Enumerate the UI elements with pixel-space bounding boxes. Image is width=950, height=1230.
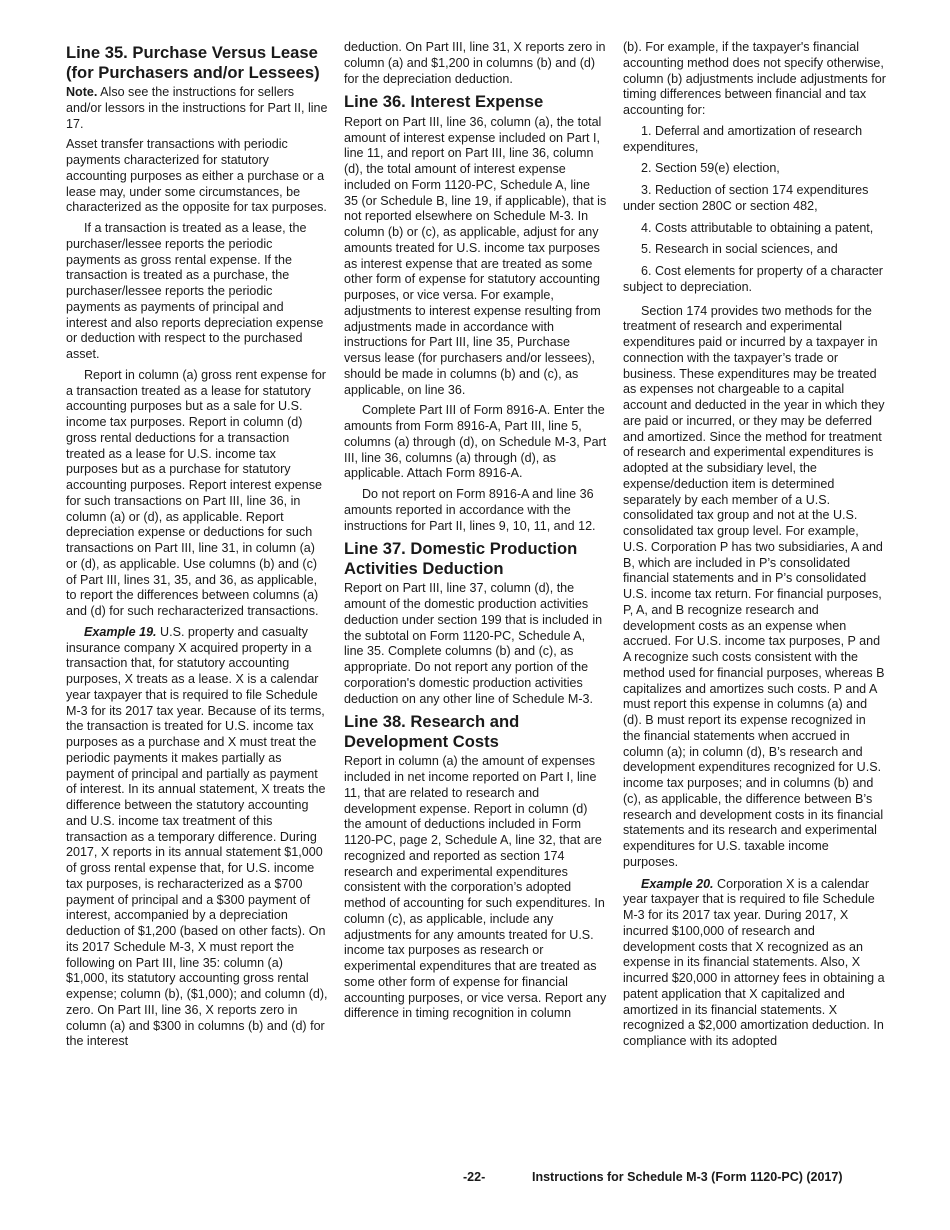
note-text: Also see the instructions for sellers and/or lessors in the instructions for Part II, line 17. bbox=[66, 85, 328, 131]
paragraph: Report in column (a) gross rent expense for a transaction treated as a lease for statutory accounting purposes but as a sale for U.S. income tax purposes. Report in column (d) gross rental deductions for a transaction treated as a lease for U.S. income tax purposes but as a purchase for statutory accounting purposes. Report interest expense for such transactions on Part III, line 36, in column (a) or (d), as applicable. Report depreciation expense or deductions for such transactions on Part III, line 31, in column (a) or (d), as applicable. Use columns (b) and (c) of Part III, lines 31, 35, and 36, as applicable, to report the differences between columns (a) and (d) for such recharacterized transactions. bbox=[66, 367, 326, 618]
example-20-text: Corporation X is a calendar year taxpayer that is required to file Schedule M-3 for its 2017 tax year. During 2017, X incurred $100,000 of research and development costs that X recognized as an expense in its financial statements. Also, X incurred $20,000 in attorney fees in obtaining a patent application that X capitalized and amortized in its financial statements. X recognized a $2,000 amortization deduction. In compliance with its adopted bbox=[623, 876, 885, 1048]
heading-line-37: Line 37. Domestic Production Activities Deduction bbox=[344, 539, 578, 578]
column-left bbox=[66, 40, 328, 1055]
paragraph: (b). For example, if the taxpayer's financial accounting method does not specify otherwise, column (b) adjustments include adjustments for timing differences between financial and tax accounting for: bbox=[623, 40, 886, 117]
list-item: 4. Costs attributable to obtaining a patent, bbox=[641, 220, 874, 235]
column-middle bbox=[344, 40, 607, 1027]
list-item: 6. Cost elements for property of a character subject to depreciation. bbox=[623, 264, 883, 294]
paragraph: Report in column (a) the amount of expenses included in net income reported on Part I, line 11, that are related to research and development expense. Report in column (d) the amount of deductions included in Form 1120-PC, page 2, Schedule A, line 32, that are recognized and reported as section 174 research and experimental expenditures consistent with the corporation’s adopted method of accounting for such expenditures. In column (c), as applicable, include any adjustments for any amounts treated for U.S. income tax purposes as research or experimental expenditures that are treated as some other form of expense for financial accounting purposes, or vice versa. Report any difference in timing recognition in column bbox=[344, 754, 607, 1021]
example-19-text: U.S. property and casualty insurance company X acquired property in a transaction that, for statutory accounting purposes, X treats as a lease. X is a calendar year taxpayer that is required to file Schedule M-3 for its 2017 tax year. Because of its terms, the transaction is treated for U.S. income tax purposes as a purchase and X must treat the periodic payments it makes partially as payment of principal and partially as payment of interest. In its annual statement, X treats the difference between the statutory accounting and U.S. income tax treatment of this transaction as a temporary difference. During 2017, X reports in its annual statement $1,000 of gross rental expense that, for U.S. income tax purposes, is recharacterized as a $700 payment of principal and a $300 payment of interest, accompanied by a depreciation deduction of $1,200 (based on other facts). On its 2017 Schedule M-3, X must report the following on Part III, line 35: column (a) $1,000, its statutory accounting gross rental expense; column (b), ($1,000); and column (d), zero. On Part III, line 36, X reports zero in column (a) and $300 in columns (b) and (d) for the interest bbox=[66, 624, 328, 1049]
example-19-label: Example 19. bbox=[84, 624, 157, 639]
heading-line-38: Line 38. Research and Development Costs bbox=[344, 712, 520, 751]
example-20 bbox=[623, 877, 886, 1050]
list-item: 1. Deferral and amortization of research expenditures, bbox=[623, 123, 863, 154]
paragraph: Section 174 provides two methods for the treatment of research and experimental expenditures paid or incurred by a taxpayer in connection with the taxpayer’s trade or business. These expenditures may be treated as expenses not chargeable to a capital account and deducted in the year in which they are paid or incurred, or they may be deferred and amortized. Since the method for treatment of research and experimental expenditures is adopted at the subsidiary level, the expense/deduction item is determined separately by each member of a U.S. consolidated tax group and not at the U.S. consolidated tax group level. For example, U.S. Corporation P has two subsidiaries, A and B, which are included in P’s consolidated financial statements and in P’s consolidated U.S. income tax return. For financial purposes, P, A, and B recognize research and development costs as an expense when accrued. For U.S. income tax purposes, P and A recognize such costs consistent with the method used for financial purposes, whereas B capitalizes and amortizes such costs. P and A must report this expense in columns (a) and (d). B must report its expense recognized in the financial statements when accrued in column (a); in column (d), B’s research and development expenditures recognized for U.S. income tax purposes; and in columns (b) and (c), as applicable, the difference between B’s research and development costs in its financial statements and its research and experimental expenditures for U.S. taxable income purposes. bbox=[623, 303, 885, 869]
note-paragraph bbox=[66, 85, 328, 132]
list-item: 5. Research in social sciences, and bbox=[641, 242, 838, 257]
paragraph: Do not report on Form 8916-A and line 36 amounts reported in accordance with the instructions for Part II, lines 9, 10, 11, and 12. bbox=[344, 487, 596, 533]
list-item: 3. Reduction of section 174 expenditures under section 280C or section 482, bbox=[623, 183, 869, 213]
paragraph: Asset transfer transactions with periodic payments characterized for statutory accounting purposes as either a purchase or a lease may, under some circumstances, be characterized as the opposite for tax purposes. bbox=[66, 137, 327, 215]
page-number: -22- bbox=[463, 1170, 486, 1184]
paragraph: Complete Part III of Form 8916-A. Enter the amounts from Form 8916-A, Part III, line 5, columns (a) through (d), on Schedule M-3, Part III, line 36, columns (a) through (d), as applicable. Attach Form 8916-A. bbox=[344, 403, 607, 481]
note-label: Note. bbox=[66, 85, 98, 99]
footer-title: Instructions for Schedule M-3 (Form 1120-PC) (2017) bbox=[532, 1170, 843, 1184]
paragraph: Report on Part III, line 37, column (d), the amount of the domestic production activities deduction under section 199 that is included in the subtotal on Form 1120-PC, Schedule A, line 35. Complete columns (b) and (c), as appropriate. Do not report any portion of the corporation's domestic production activities deduction on any other line of Schedule M-3. bbox=[344, 581, 603, 706]
example-19 bbox=[66, 625, 328, 1050]
paragraph: If a transaction is treated as a lease, the purchaser/lessee reports the periodic payments as gross rental expense. If the transaction is treated as a purchase, the purchaser/lessee reports the periodic payments as payments of principal and interest and also reports depreciation expense or deduction with respect to the purchased asset. bbox=[66, 221, 324, 361]
heading-line-35: Line 35. Purchase Versus Lease (for Purchasers and/or Lessees) bbox=[66, 43, 320, 82]
paragraph: Report on Part III, line 36, column (a), the total amount of interest expense included on Part I, line 11, and report on Part III, line 36, column (d), the total amount of interest expense included on Form 1120-PC, Schedule A, line 35 (or Schedule B, line 19, if applicable), that is not reported elsewhere on Schedule M-3. In column (b) or (c), as applicable, adjust for any amounts treated for U.S. income tax purposes as interest expense that are treated as some other form of expense for statutory accounting purposes, or vice versa. For example, adjustments to interest expense resulting from adjustments made in accordance with instructions for Part III, line 35, Purchase versus lease (for purchasers and/or lessees), should be made in columns (b) and (c), as applicable, on line 36. bbox=[344, 114, 607, 397]
heading-line-36: Line 36. Interest Expense bbox=[344, 92, 544, 112]
example-20-label: Example 20. bbox=[641, 876, 714, 891]
list-item: 2. Section 59(e) election, bbox=[641, 161, 780, 176]
column-right bbox=[623, 40, 886, 1055]
paragraph: deduction. On Part III, line 31, X reports zero in column (a) and $1,200 in columns (b) and (d) for the depreciation deduction. bbox=[344, 40, 606, 86]
